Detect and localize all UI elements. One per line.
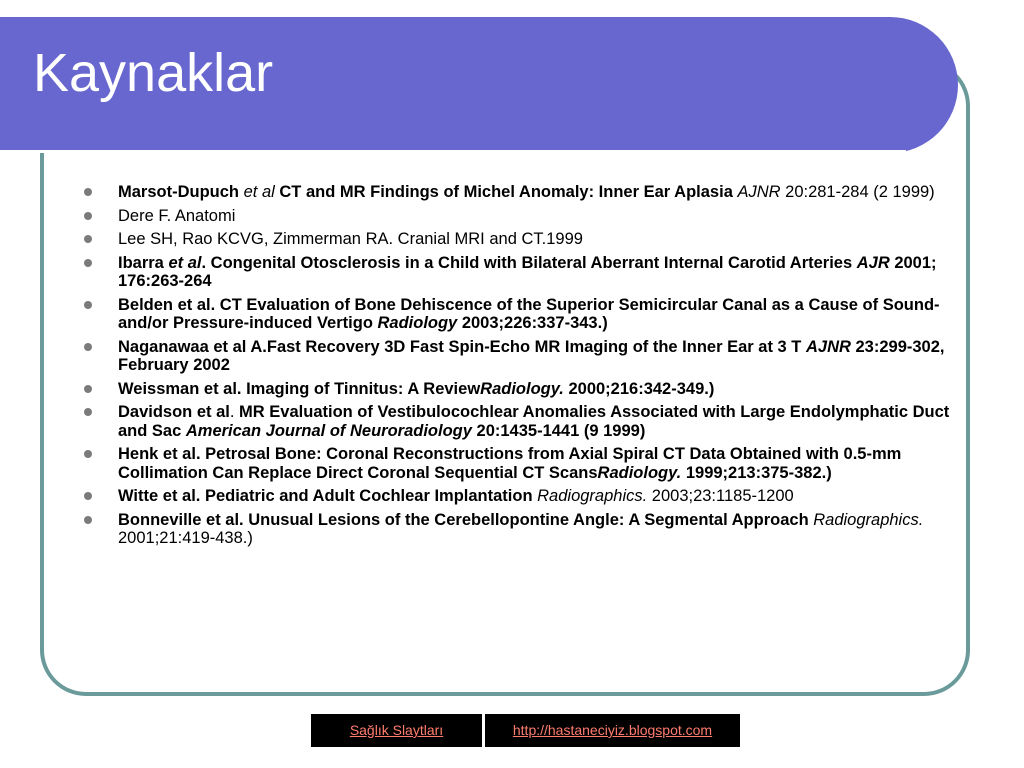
reference-text-segment: CT and MR Findings of Michel Anomaly: Inner Ear Aplasia — [279, 183, 733, 201]
footer-link-blog-url-text[interactable]: http://hastaneciyiz.blogspot.com — [512, 722, 713, 738]
reference-text-segment: 23:299-302, February 2002 — [118, 337, 945, 374]
reference-item — [84, 380, 954, 399]
reference-text-segment: AJNR — [805, 337, 851, 356]
reference-text-segment: Bonneville et al. Unusual Lesions of the Cerebellopontine Angle: A Segmental Approach — [118, 510, 809, 529]
footer-link-blog-url[interactable] — [485, 714, 740, 747]
reference-text-segment: Radiographics. — [813, 510, 924, 529]
title-underline — [0, 150, 906, 153]
reference-text-segment: et al — [243, 183, 275, 201]
reference-text-segment: 2003;23:1185-1200 — [647, 487, 794, 505]
slide-title: Kaynaklar — [33, 43, 274, 103]
reference-item — [84, 183, 954, 202]
reference-text-segment: American Journal of Neuroradiology — [185, 421, 472, 440]
reference-text-segment: MR Evaluation of Vestibulocochlear Anomalies Associated with Large Endolymphatic Duct and Sac — [118, 403, 950, 440]
reference-text-segment: Radiology. — [480, 379, 564, 398]
reference-text-segment: 1999;213:375-382.) — [681, 463, 832, 482]
reference-text-segment: . Congenital Otosclerosis in a Child with Bilateral Aberrant Internal Carotid Arteries — [201, 253, 857, 272]
reference-text-segment: Marsot-Dupuch — [118, 183, 239, 201]
reference-text-segment: Witte et al. Pediatric and Adult Cochlear Implantation — [118, 487, 538, 505]
reference-text-segment: 2000;216:342-349.) — [563, 379, 715, 398]
reference-text-segment: Lee SH, Rao KCVG, Zimmerman RA. Cranial MRI and CT.1999 — [118, 230, 583, 248]
reference-text-segment: AJNR — [737, 183, 781, 201]
reference-item — [84, 511, 954, 548]
reference-text-segment: Radiographics. — [537, 487, 648, 505]
reference-text-segment: 2001; 176:263-264 — [118, 253, 937, 290]
footer-link-saglik-slaytlari-text[interactable]: Sağlık Slaytları — [349, 722, 444, 738]
reference-text-segment: Weissman et al. Imaging of Tinnitus: A Review — [118, 379, 481, 398]
reference-text-segment: 2001;21:419-438.) — [118, 529, 253, 547]
reference-text-segment: et al — [168, 253, 202, 272]
reference-text-segment: AJR — [856, 253, 890, 272]
reference-text-segment: Radiology — [377, 314, 458, 332]
reference-text-segment: 20:1435-1441 (9 1999) — [471, 421, 646, 440]
reference-text-segment: Davidson et al — [118, 403, 230, 421]
reference-item — [84, 254, 954, 291]
footer-link-saglik-slaytlari[interactable] — [311, 714, 482, 747]
reference-list — [84, 183, 954, 553]
reference-item — [84, 230, 954, 249]
reference-text-segment: Henk et al. Petrosal Bone: Coronal Reconstructions from Axial Spiral CT Data Obtained with 0.5-mm Collimation Can Replace Direct Coronal Sequential CT Scans — [118, 445, 902, 482]
reference-item — [84, 487, 954, 506]
reference-item — [84, 207, 954, 226]
reference-item — [84, 403, 954, 440]
reference-text-segment: Naganawaa et al A.Fast Recovery 3D Fast Spin-Echo MR Imaging of the Inner Ear at 3 T — [118, 337, 806, 356]
reference-text-segment: . — [229, 403, 240, 421]
reference-text-segment: 20:281-284 (2 1999) — [780, 183, 935, 201]
reference-item — [84, 445, 954, 482]
reference-text-segment: Belden et al. CT Evaluation of Bone Dehiscence of the Superior Semicircular Canal as a Cause of Sound- and/or Pressure-induced Vertigo — [118, 295, 940, 332]
reference-item — [84, 338, 954, 375]
reference-text-segment: Ibarra — [118, 253, 169, 272]
reference-text-segment: Dere F. Anatomi — [118, 206, 236, 225]
reference-item — [84, 296, 954, 333]
reference-text-segment: Radiology. — [597, 463, 682, 482]
reference-text-segment: 2003;226:337-343.) — [457, 314, 608, 332]
